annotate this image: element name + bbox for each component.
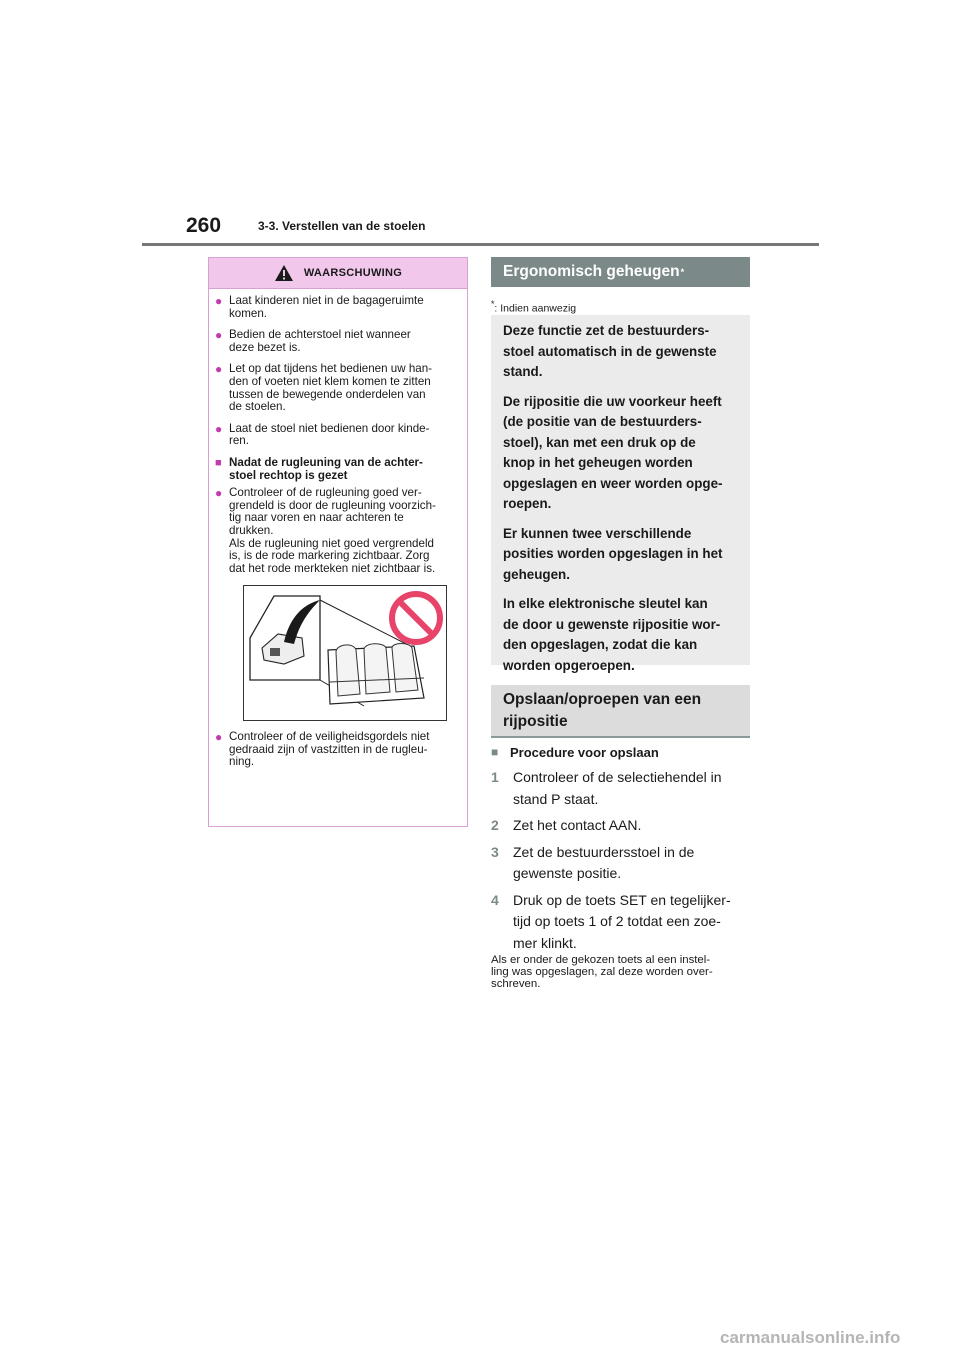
footnote xyxy=(491,299,576,315)
warning-item xyxy=(215,363,457,413)
square-bullet-icon: ■ xyxy=(215,456,222,469)
step-item xyxy=(491,890,750,955)
step-list xyxy=(491,767,750,959)
step-item xyxy=(491,767,750,810)
warning-title: WAARSCHUWING xyxy=(303,267,403,279)
page-number: 260 xyxy=(186,214,222,237)
intro-paragraph: De rijpositie die uw voorkeur heeft (de positie van de bestuurders- stoel), kan met een druk op de knop in het geheugen worden opgeslagen en weer worden opge- roepen. xyxy=(503,393,723,511)
ergonomic-intro-box xyxy=(491,315,750,673)
warning-item xyxy=(215,423,457,448)
intro-paragraph: Er kunnen twee verschillende posities worden opgeslagen in het geheugen. xyxy=(503,525,723,582)
warning-item-text: Controleer of de veiligheidsgordels niet gedraaid zijn of vastzitten in de rugleu- ning. xyxy=(229,730,430,769)
warning-item-text: Let op dat tijdens het bedienen uw han- den of voeten niet klem komen te zitten tussen de bewegende onderdelen van de stoelen. xyxy=(229,362,433,414)
bullet-icon: ● xyxy=(215,362,223,377)
step-item xyxy=(491,815,750,837)
bullet-icon: ● xyxy=(215,294,223,308)
procedure-title: Procedure voor opslaan xyxy=(510,745,659,760)
warning-triangle-icon xyxy=(274,264,294,282)
procedure-heading xyxy=(491,745,659,760)
warning-item-text: Controleer of de rugleuning goed ver- grendeld is door de rugleuning voorzich- tig naar voren en naar achteren te drukken. Als de rugleuning niet goed vergrendeld is, is de rode markering zichtbaar. Zorg dat het rode merkteken niet zichtbaar is. xyxy=(229,486,436,575)
warning-subheading-text: Nadat de rugleuning van de achter- stoel rechtop is gezet xyxy=(229,455,423,482)
warning-item-text: Laat kinderen niet in de bagageruimte komen. xyxy=(229,294,424,320)
warning-item xyxy=(215,295,457,320)
step-number: 4 xyxy=(491,891,499,908)
bullet-icon: ● xyxy=(215,328,223,343)
step-text: Zet de bestuurdersstoel in de gewenste positie. xyxy=(513,843,695,881)
footnote-text: : Indien aanwezig xyxy=(494,302,577,315)
seat-illustration xyxy=(243,585,447,721)
ergonomic-memory-title: Ergonomisch geheugen xyxy=(503,263,680,280)
intro-paragraph: In elke elektronische sleutel kan de door u gewenste rijpositie wor- den opgeslagen, zodat die kan worden opgeroepen. xyxy=(503,596,721,673)
warning-box xyxy=(208,257,468,827)
warning-item xyxy=(215,329,457,354)
section-title: 3-3. Verstellen van de stoelen xyxy=(258,219,426,233)
intro-paragraph: Deze functie zet de bestuurders- stoel automatisch in de gewenste stand. xyxy=(503,323,717,379)
step-item xyxy=(491,842,750,885)
bullet-icon: ● xyxy=(215,421,223,436)
step-number: 2 xyxy=(491,817,499,833)
overwrite-note: Als er onder de gekozen toets al een instel- ling was opgeslagen, zal deze worden over- schreven. xyxy=(491,954,713,990)
step-text: Druk op de toets SET en tegelijker- tijd op toets 1 of 2 totdat een zoe- mer klinkt. xyxy=(513,891,731,951)
warning-item-text: Laat de stoel niet bedienen door kinde- ren. xyxy=(229,421,430,448)
warning-body xyxy=(209,289,467,769)
bullet-icon: ● xyxy=(215,486,223,501)
step-number: 3 xyxy=(491,843,499,860)
warning-header xyxy=(209,258,467,289)
step-number: 1 xyxy=(491,769,499,785)
warning-item xyxy=(215,731,457,769)
warning-subheading xyxy=(215,457,457,482)
watermark: carmanualsonline.info xyxy=(720,1328,901,1347)
step-text: Controleer of de selectiehendel in stand P staat. xyxy=(513,769,722,807)
header-divider xyxy=(142,243,819,246)
bullet-icon: ● xyxy=(215,730,223,745)
ergonomic-memory-heading xyxy=(491,257,750,287)
square-bullet-icon: ■ xyxy=(491,745,499,759)
availability-mark: * xyxy=(680,267,685,277)
warning-item xyxy=(215,487,457,575)
rear-seat-lock-illustration xyxy=(244,586,446,720)
warning-item-text: Bedien de achterstoel niet wanneer deze bezet is. xyxy=(229,328,411,354)
step-text: Zet het contact AAN. xyxy=(513,817,642,833)
save-recall-heading: Opslaan/oproepen van een rijpositie xyxy=(491,685,750,738)
footnote-mark: * xyxy=(491,299,495,309)
